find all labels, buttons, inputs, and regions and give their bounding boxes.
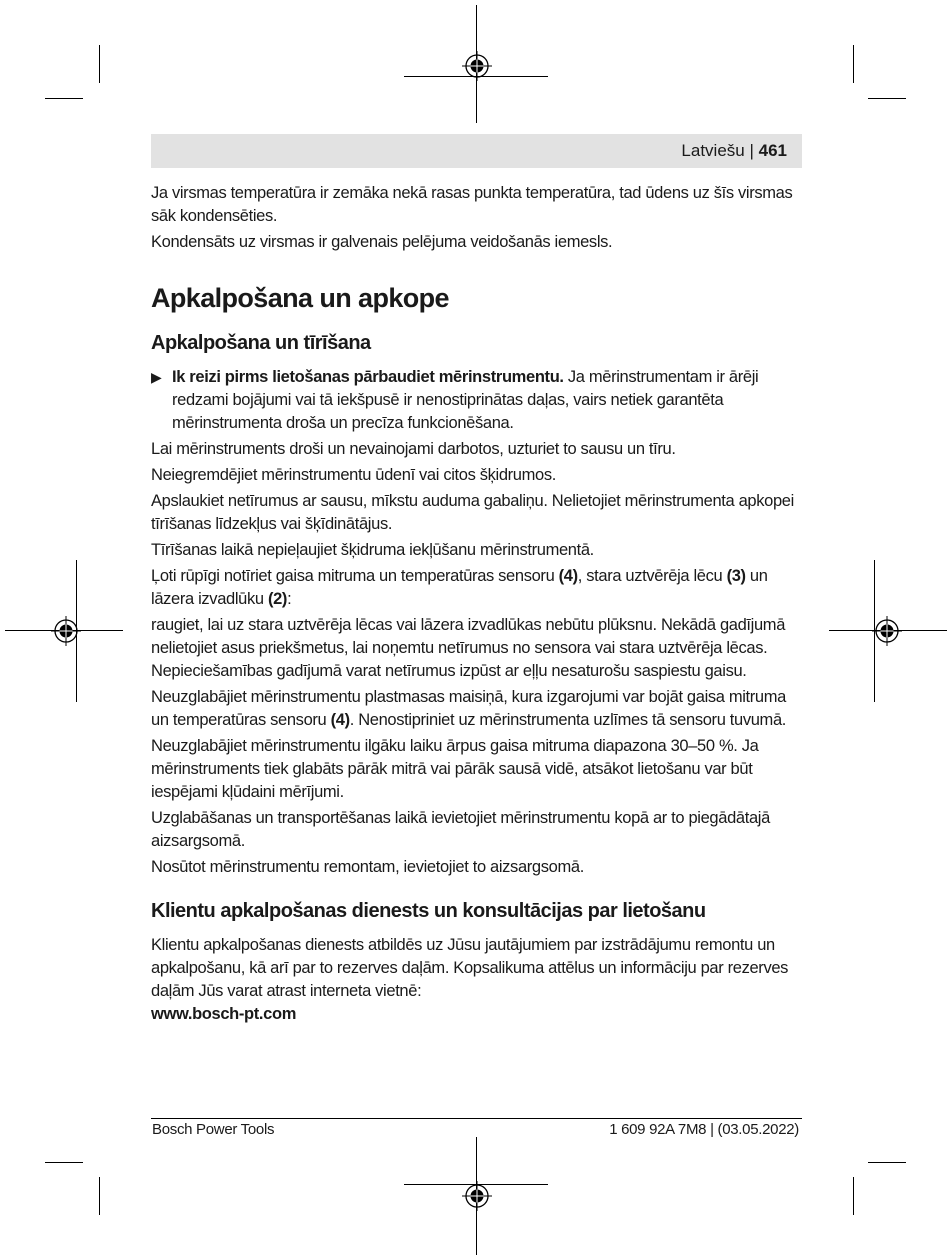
text-run: Neuzglabājiet mērinstrumentu plastmasas maisiņā, kura izgarojumi var bojāt gaisa mitruma un temperatūras sensoru bbox=[151, 688, 786, 729]
crop-mark bbox=[45, 1162, 83, 1163]
paragraph: Uzglabāšanas un transportēšanas laikā ievietojiet mērinstrumentu kopā ar to piegādātajā aizsargsomā. bbox=[151, 809, 770, 850]
registration-mark-icon bbox=[51, 616, 81, 646]
text-run: , stara uztvērēja lēcu bbox=[577, 567, 727, 585]
paragraph: Nosūtot mērinstrumentu remontam, ievietojiet to aizsargsomā. bbox=[151, 858, 584, 876]
paragraph: raugiet, lai uz stara uztvērēja lēcas vai lāzera izvadlūkas nebūtu plūksnu. Nekādā gadījumā nelietojiet asus priekšmetus, lai noņemtu netīrumus no sensora vai stara uztvērēja lēcas. Nepieciešamības gadījumā varat netīrumus izpūst ar eļļu nesaturošu saspiestu gaisu. bbox=[151, 616, 786, 680]
crop-mark bbox=[868, 98, 906, 99]
text-run: un lāzera izvadlūku bbox=[151, 567, 768, 608]
crop-mark bbox=[45, 98, 83, 99]
paragraph: Neiegremdējiet mērinstrumentu ūdenī vai citos šķidrumos. bbox=[151, 466, 556, 484]
paragraph: Tīrīšanas laikā nepieļaujiet šķidruma iekļūšanu mērinstrumentā. bbox=[151, 541, 594, 559]
crop-mark bbox=[868, 1162, 906, 1163]
header-text bbox=[681, 141, 787, 161]
bullet-bold-text: Ik reizi pirms lietošanas pārbaudiet mērinstrumentu. bbox=[172, 368, 564, 386]
subsection-title: Apkalpošana un tīrīšana bbox=[151, 332, 371, 354]
reference-number: (2) bbox=[267, 590, 288, 608]
website-link[interactable]: www.bosch-pt.com bbox=[151, 1005, 297, 1023]
header-separator: | bbox=[749, 141, 754, 160]
reference-number: (3) bbox=[726, 567, 746, 585]
crop-mark bbox=[853, 45, 854, 83]
page-header bbox=[151, 134, 802, 168]
text-run: : bbox=[287, 590, 292, 608]
intro-paragraph: Kondensāts uz virsmas ir galvenais pelējuma veidošanās iemesls. bbox=[151, 233, 613, 251]
crop-mark bbox=[99, 1177, 100, 1215]
page-number: 461 bbox=[758, 141, 787, 160]
reference-number: (4) bbox=[558, 567, 578, 585]
registration-mark-icon bbox=[462, 1181, 492, 1211]
paragraph: Neuzglabājiet mērinstrumentu ilgāku laiku ārpus gaisa mitruma diapazona 30–50 %. Ja mērinstruments tiek glabāts pārāk mitrā vai pārāk sausā vidē, atsākot lietošanu var būt iespējami kļūdaini mērījumi. bbox=[151, 737, 759, 801]
page-content bbox=[151, 182, 806, 1029]
bullet-text: Ja mērinstrumentam ir ārēji redzami bojājumi vai tā iekšpusē ir nenostiprinātas daļas, vairs netiek garantēta mērinstrumenta droša un precīza funkcionēšana. bbox=[172, 368, 759, 432]
paragraph: Apslaukiet netīrumus ar sausu, mīkstu auduma gabaliņu. Nelietojiet mērinstrumenta apkopei tīrīšanas līdzekļus vai šķīdinātājus. bbox=[151, 492, 794, 533]
header-language: Latviešu bbox=[681, 141, 745, 160]
triangle-bullet-icon: ▶ bbox=[151, 369, 162, 385]
registration-mark-icon bbox=[872, 616, 902, 646]
warning-bullet bbox=[151, 366, 806, 435]
registration-mark-icon bbox=[462, 51, 492, 81]
text-run: Ļoti rūpīgi notīriet gaisa mitruma un temperatūras sensoru bbox=[151, 567, 559, 585]
subsection-title: Klientu apkalpošanas dienests un konsultācijas par lietošanu bbox=[151, 900, 706, 922]
intro-paragraph: Ja virsmas temperatūra ir zemāka nekā rasas punkta temperatūra, tad ūdens uz šīs virsmas sāk kondensēties. bbox=[151, 184, 793, 225]
text-run: . Nenostipriniet uz mērinstrumenta uzlīmes tā sensoru tuvumā. bbox=[349, 711, 787, 729]
paragraph bbox=[151, 565, 806, 611]
paragraph: Klientu apkalpošanas dienests atbildēs uz Jūsu jautājumiem par izstrādājumu remontu un apkalpošanu, kā arī par to rezerves daļām. Kopsalikuma attēlus un informāciju par rezerves daļām Jūs varat atrast interneta vietnē: bbox=[151, 936, 789, 1000]
section-title: Apkalpošana un apkope bbox=[151, 283, 449, 313]
reference-number: (4) bbox=[330, 711, 350, 729]
footer-doc-number: 1 609 92A 7M8 | (03.05.2022) bbox=[609, 1121, 799, 1138]
paragraph bbox=[151, 686, 806, 732]
crop-mark bbox=[99, 45, 100, 83]
footer-brand: Bosch Power Tools bbox=[152, 1121, 275, 1138]
crop-mark bbox=[853, 1177, 854, 1215]
paragraph: Lai mērinstruments droši un nevainojami darbotos, uzturiet to sausu un tīru. bbox=[151, 440, 676, 458]
footer-rule bbox=[151, 1118, 802, 1119]
